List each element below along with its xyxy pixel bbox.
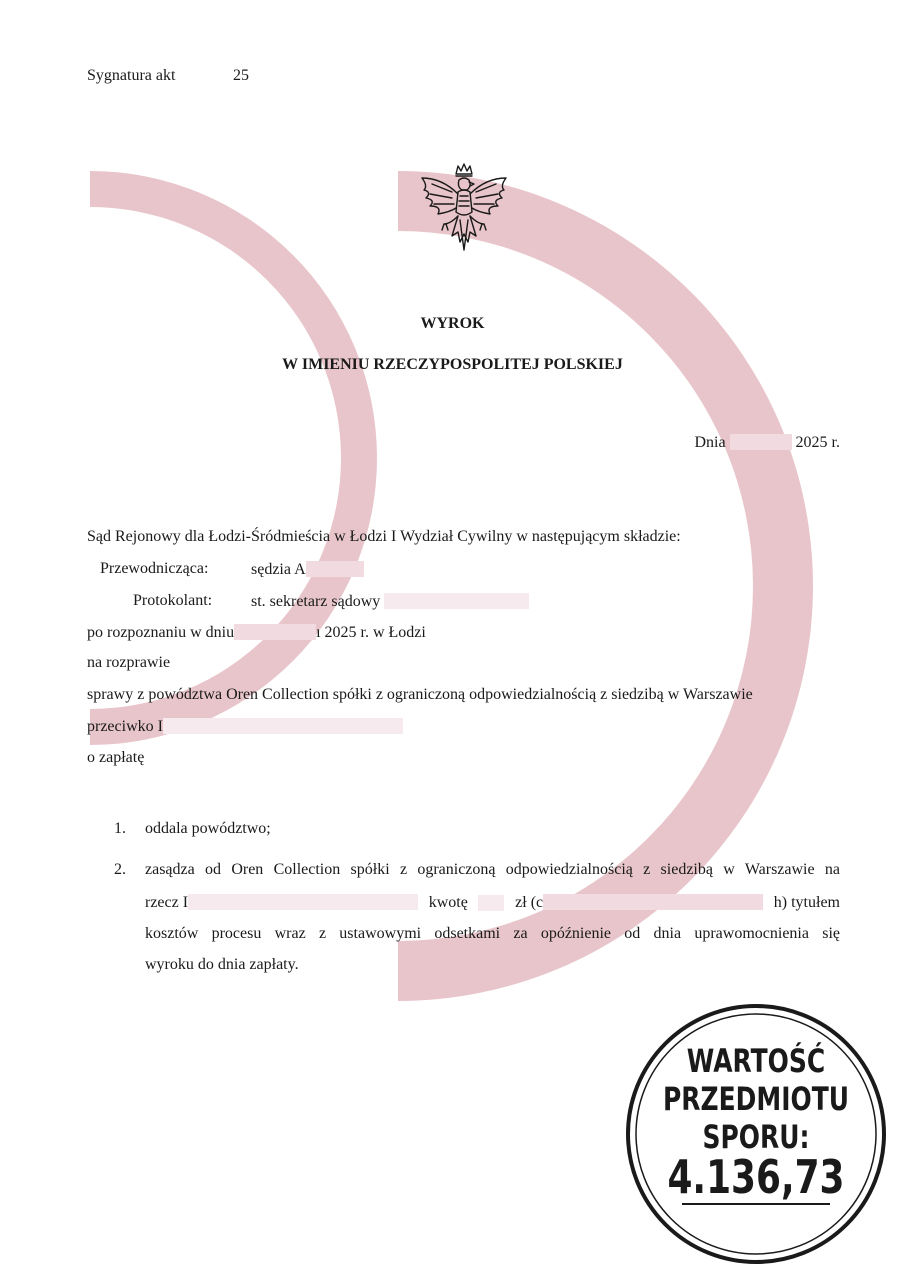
ruling-2-recipient: rzecz I: [145, 894, 418, 911]
ruling-2-line-1: zasądza od Oren Collection spółki z ograniczoną odpowiedzialnością z siedzibą w Warszawie na: [145, 861, 840, 878]
clerk-label: Protokolant:: [133, 592, 213, 609]
redaction-recipient: [188, 894, 418, 910]
document-subtitle: W IMIENIU RZECZYPOSPOLITEJ POLSKIEJ: [282, 356, 623, 373]
hearing-suffix: ı 2025 r. w Łodzi: [316, 624, 426, 641]
redaction-date: [730, 434, 792, 450]
stamp-line-1: WARTOŚĆ: [686, 1042, 826, 1080]
subject-line: o zapłatę: [87, 749, 145, 766]
polish-eagle-emblem-icon: [412, 160, 516, 262]
redaction-hearing-date: [234, 624, 316, 640]
redaction-judge: [306, 561, 364, 577]
ruling-1-text: oddala powództwo;: [145, 820, 271, 837]
hearing-type: na rozprawie: [87, 654, 171, 671]
ruling-2-title: h) tytułem: [773, 893, 840, 911]
against-text: przeciwko I: [87, 718, 163, 735]
redaction-amount-words: [543, 894, 763, 910]
clerk-value: [251, 593, 529, 610]
signature-number: 25: [233, 67, 249, 84]
date-line: [694, 434, 840, 451]
clerk-title: st. sekretarz sądowy: [251, 593, 381, 610]
court-line: Sąd Rejonowy dla Łodzi-Śródmieścia w Łodzi I Wydział Cywilny w następującym składzie:: [87, 528, 681, 545]
presiding-label: Przewodnicząca:: [100, 560, 209, 577]
presiding-judge: sędzia A: [251, 561, 306, 578]
ruling-2-line-4: wyroku do dnia zapłaty.: [145, 956, 299, 973]
redaction-clerk: [384, 593, 529, 609]
document-title: WYROK: [420, 315, 485, 332]
against-line: [87, 718, 403, 735]
redaction-amount: [478, 895, 504, 911]
ruling-1-number: 1.: [114, 820, 126, 837]
redaction-defendant: [163, 718, 403, 734]
date-prefix: Dnia: [694, 434, 726, 451]
case-line: sprawy z powództwa Oren Collection spółki z ograniczoną odpowiedzialnością z siedzibą w Warszawie: [87, 686, 753, 703]
dispute-value-stamp: [624, 1002, 888, 1266]
ruling-2-line-2: [145, 894, 840, 911]
stamp-amount: 4.136,73: [667, 1150, 845, 1204]
ruling-2-amount-label: kwotę: [428, 893, 468, 911]
ruling-2-line-3: kosztów procesu wraz z ustawowymi odsetkami za opóźnienie od dnia uprawomocnienia się: [145, 925, 840, 942]
hearing-line: [87, 624, 426, 641]
stamp-line-2: PRZEDMIOTU: [662, 1080, 850, 1118]
date-suffix: 2025 r.: [795, 434, 840, 451]
signature-label: Sygnatura akt: [87, 67, 176, 84]
hearing-prefix: po rozpoznaniu w dniu: [87, 624, 235, 641]
stamp-line-3: SPORU:: [702, 1118, 810, 1156]
presiding-value: [251, 561, 364, 578]
ruling-2-number: 2.: [114, 861, 126, 878]
ruling-2-amount-words: zł (c: [515, 894, 763, 911]
